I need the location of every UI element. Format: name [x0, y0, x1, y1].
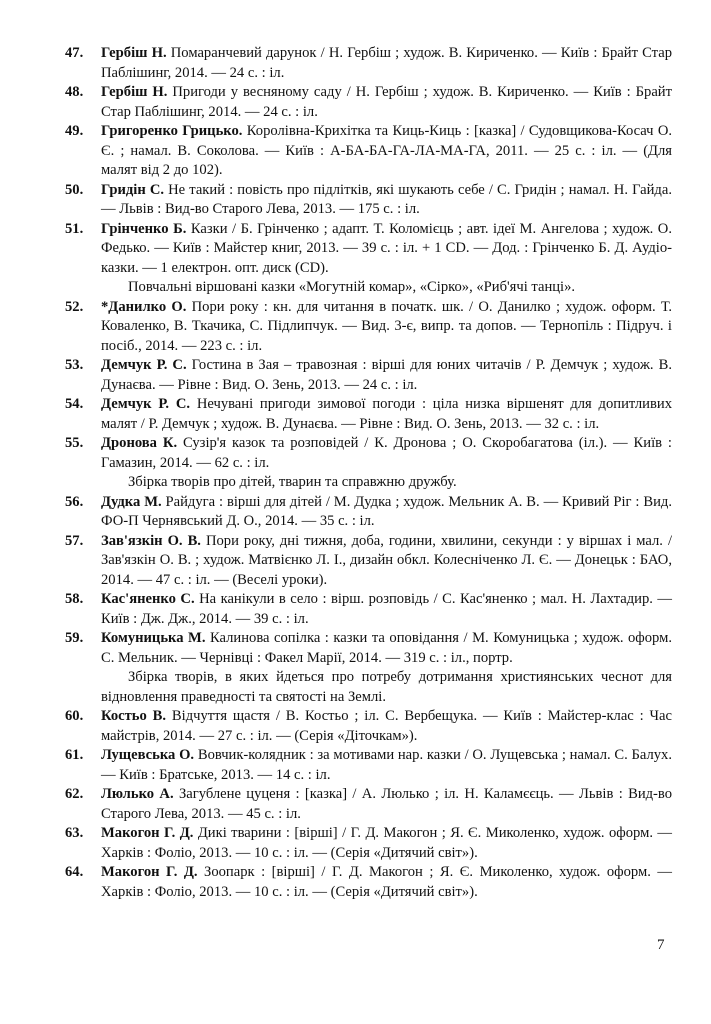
entry-description: Дикі тварини : [вірші] / Г. Д. Макогон ; Я. Є. Миколенко, худож. оформ. — Харків : Фоліо, 2013. — 10 с. : іл. — (Серія «Дитячий світ»).	[101, 825, 672, 861]
entry-number: 51.	[65, 220, 84, 237]
entry-number: 62.	[65, 786, 84, 802]
entry-author: Дудка М.	[101, 493, 162, 510]
entry-number: 48.	[65, 84, 84, 100]
entry-description: Калинова сопілка : казки та оповідання / М. Комуницька ; худож. оформ. С. Мельник. — Чернівці : Факел Марії, 2014. — 319 с. : іл., портр.	[101, 630, 672, 666]
bibliography-entry	[65, 785, 672, 824]
entry-number: 57.	[65, 532, 84, 549]
entry-author: Костьо В.	[101, 708, 167, 724]
entry-description: Казки / Б. Грінченко ; адапт. Т. Коломієць ; авт. ідеї М. Ангелова ; худож. О. Федько. — Київ : Майстер книг, 2013. — 39 с. : іл. + 1 CD. — Дод. : Грінченко Б. Д. Аудіо-казки. — 1 електрон. опт. диск (CD).	[101, 220, 672, 276]
entry-number: 47.	[65, 45, 84, 61]
bibliography-entry	[65, 220, 672, 298]
bibliography-entry	[65, 181, 672, 220]
entry-author: Гридін С.	[101, 181, 165, 198]
entry-description: Райдуга : вірші для дітей / М. Дудка ; худож. Мельник А. В. — Кривий Ріг : Вид. ФО-П Чернявський Д. О., 2014. — 35 с. : іл.	[101, 493, 673, 529]
bibliography-entry	[65, 434, 672, 493]
entry-author: Макогон Г. Д.	[101, 825, 194, 841]
entry-author: Комуницька М.	[101, 630, 206, 646]
entry-number: 49.	[65, 123, 84, 139]
bibliography-entry	[65, 532, 673, 591]
bibliography-entry	[65, 122, 673, 181]
entry-description: Гостина в Зая – травозная : вірші для юних читачів / Р. Демчук ; худож. В. Дунаєва. — Рівне : Вид. О. Зень, 2013. — 24 с. : іл.	[101, 357, 673, 393]
bibliography-entry	[65, 824, 672, 863]
entry-author: Гербіш Н.	[101, 84, 168, 100]
entry-author: Демчук Р. С.	[101, 396, 191, 412]
bibliography-entry	[65, 493, 673, 532]
entry-description: Зоопарк : [вірші] / Г. Д. Макогон ; Я. Є. Миколенко, худож. оформ. — Харків : Фоліо, 2013. — 10 с. : іл. — (Серія «Дитячий світ»).	[101, 864, 672, 900]
bibliography-entry	[65, 395, 672, 434]
entry-number: 59.	[65, 630, 84, 646]
entry-description: Загублене цуценя : [казка] / А. Люлько ; іл. Н. Каламєєць. — Львів : Вид-во Старого Лева, 2013. — 45 с. : іл.	[101, 786, 672, 822]
entry-number: 56.	[65, 493, 84, 510]
entry-author: Люлько А.	[101, 786, 174, 802]
entry-author: Зав'язкін О. В.	[101, 532, 201, 549]
entry-number: 64.	[65, 864, 84, 880]
entry-author: Кас'яненко С.	[101, 591, 195, 607]
entry-description: Відчуття щастя / В. Костьо ; іл. С. Вербещука. — Київ : Майстер-клас : Час майстрів, 2014. — 27 с. : іл. — (Серія «Діточкам»).	[101, 708, 672, 744]
entry-author: Демчук Р. С.	[101, 357, 187, 373]
bibliography-list	[65, 44, 673, 902]
bibliography-entry	[65, 746, 673, 785]
entry-number: 61.	[65, 747, 84, 763]
entry-number: 52.	[65, 298, 84, 315]
entry-author: Дронова К.	[101, 435, 178, 451]
entry-number: 53.	[65, 357, 84, 373]
bibliography-entry	[65, 83, 672, 122]
entry-author: Григоренко Грицько.	[101, 123, 243, 139]
entry-author: *Данилко О.	[101, 298, 187, 315]
entry-description: Вовчик-колядник : за мотивами нар. казки / О. Лущевська ; намал. С. Балух. — Київ : Братське, 2013. — 14 с. : іл.	[101, 747, 673, 783]
entry-number: 58.	[65, 591, 84, 607]
entry-author: Макогон Г. Д.	[101, 864, 198, 880]
bibliography-entry	[65, 863, 672, 902]
entry-author: Лущевська О.	[101, 747, 195, 763]
entry-description: Пори року : кн. для читання в початк. шк. / О. Данилко ; худож. оформ. Т. Коваленко, В. Ткачика, С. Підлипчук. — Вид. 3-є, випр. та допов. — Тернопіль : Підруч. і посіб., 2014. — 223 с. : іл.	[101, 298, 672, 354]
entry-number: 55.	[65, 435, 84, 451]
entry-description: Пригоди у весняному саду / Н. Гербіш ; худож. В. Кириченко. — Київ : Брайт Стар Паблішинг, 2014. — 24 с. : іл.	[101, 84, 672, 120]
entry-author: Гербіш Н.	[101, 45, 167, 61]
entry-description: Сузір'я казок та розповідей / К. Дронова ; О. Скоробагатова (іл.). — Київ : Гамазин, 2014. — 62 с. : іл.	[101, 435, 672, 471]
entry-description: Пори року, дні тижня, доба, години, хвилини, секунди : у віршах і мал. / Зав'язкін О. В. ; худож. Матвієнко Л. І., дизайн обкл. Колесніченко Л. Є. — Донецьк : БАО, 2014. — 47 с. : іл. — (Веселі уроки).	[101, 532, 673, 588]
entry-author: Грінченко Б.	[101, 220, 187, 237]
entry-number: 54.	[65, 396, 84, 412]
entry-annotation: Повчальні віршовані казки «Могутній комар», «Сірко», «Риб'ячі танці».	[128, 279, 576, 295]
bibliography-entry	[65, 707, 672, 746]
entry-annotation: Збірка творів, в яких йдеться про потребу дотримання християнських чеснот для відновлення праведності та святості на Землі.	[101, 669, 672, 705]
bibliography-entry	[65, 629, 672, 707]
entry-description: Не такий : повість про підлітків, які шукають себе / С. Гридін ; намал. Н. Гайда. — Львів : Вид-во Старого Лева, 2013. — 175 с. : іл.	[101, 181, 672, 217]
entry-number: 60.	[65, 708, 84, 724]
bibliography-entry	[65, 590, 672, 629]
bibliography-entry	[65, 44, 672, 83]
entry-number: 63.	[65, 825, 84, 841]
entry-description: Королівна-Крихітка та Киць-Киць : [казка] / Судовщикова-Косач О. Є. ; намал. В. Соколова. — Київ : А-БА-БА-ГА-ЛА-МА-ГА, 2011. — 25 с. : іл. — (Для малят від 2 до 102).	[101, 123, 673, 178]
entry-annotation: Збірка творів про дітей, тварин та справжню дружбу.	[128, 474, 457, 490]
bibliography-entry	[65, 298, 672, 357]
bibliography-entry	[65, 356, 673, 395]
entry-description: Помаранчевий дарунок / Н. Гербіш ; худож. В. Кириченко. — Київ : Брайт Стар Паблішинг, 2014. — 24 с. : іл.	[101, 45, 672, 81]
page-number: 7	[657, 937, 665, 953]
entry-number: 50.	[65, 181, 84, 198]
entry-description: Нечувані пригоди зимової погоди : ціла низка віршенят для допитливих малят / Р. Демчук ; худож. В. Дунаєва. — Рівне : Вид. О. Зень, 2013. — 32 с. : іл.	[101, 396, 672, 432]
entry-description: На канікули в село : вірш. розповідь / С. Кас'яненко ; мал. Н. Лахтадир. — Київ : Дж. Дж., 2014. — 39 с. : іл.	[101, 591, 672, 627]
